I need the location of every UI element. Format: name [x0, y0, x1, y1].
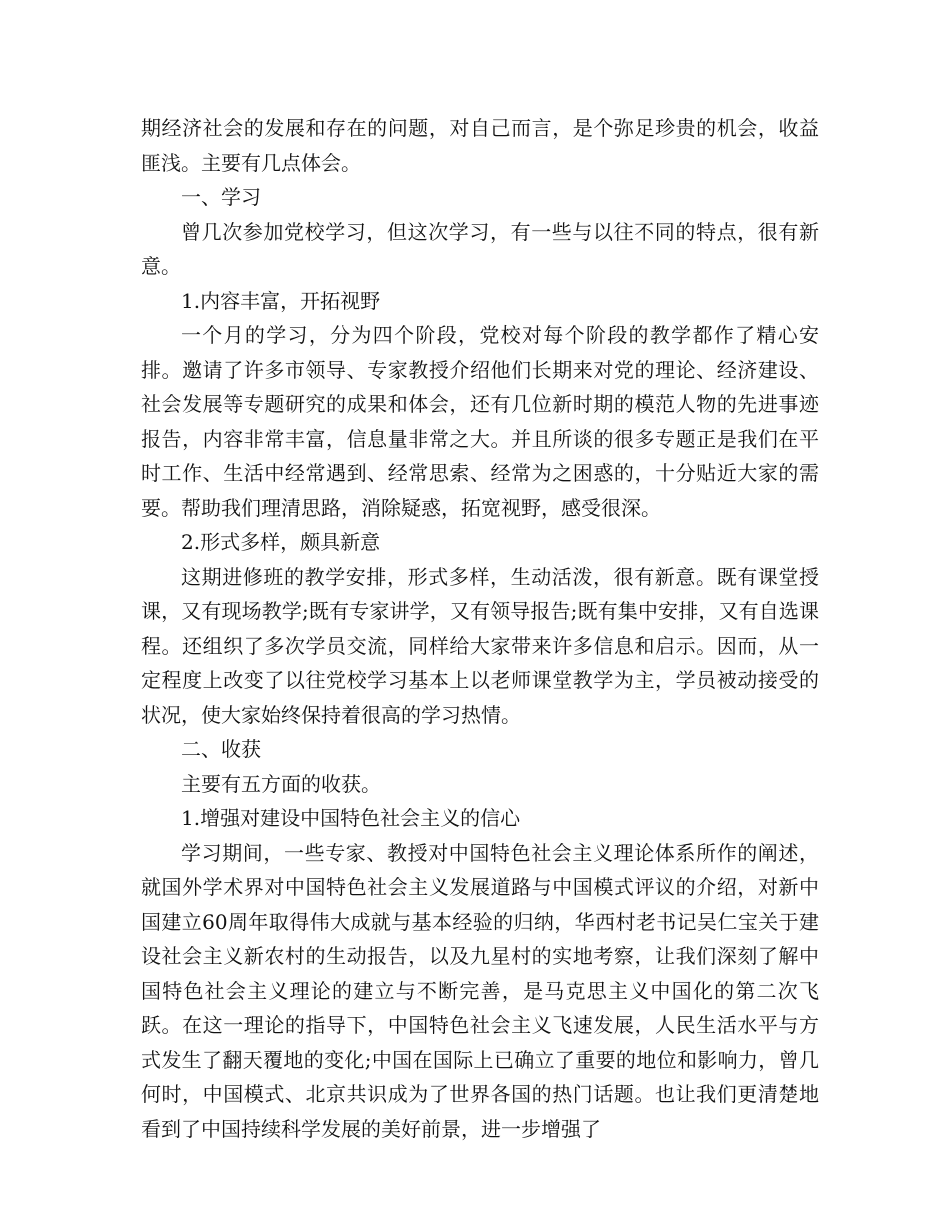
document-body [141, 111, 819, 1146]
paragraph-rich-content: 一个月的学习，分为四个阶段，党校对每个阶段的教学都作了精心安排。邀请了许多市领导、专家教授介绍他们长期来对党的理论、经济建设、社会发展等专题研究的成果和体会，还有几位新时期的模范人物的先进事迹报告，内容非常丰富，信息量非常之大。并且所谈的很多专题正是我们在平时工作、生活中经常遇到、经常思索、经常为之困惑的，十分贴近大家的需要。帮助我们理清思路，消除疑惑，拓宽视野，感受很深。 [141, 323, 819, 520]
paragraph-confidence: 学习期间，一些专家、教授对中国特色社会主义理论体系所作的阐述，就国外学术界对中国特色社会主义发展道路与中国模式评议的介绍，对新中国建立60周年取得伟大成就与基本经验的归纳，华西村老书记吴仁宝关于建设社会主义新农村的生动报告，以及九星村的实地考察，让我们深刻了解中国特色社会主义理论的建立与不断完善，是马克思主义中国化的第二次飞跃。在这一理论的指导下，中国特色社会主义飞速发展，人民生活水平与方式发生了翻天覆地的变化;中国在国际上已确立了重要的地位和影响力，曾几何时，中国模式、北京共识成为了世界各国的热门话题。也让我们更清楚地看到了中国持续科学发展的美好前景，进一步增强了 [141, 840, 819, 1141]
subheading-diverse-forms: 2.形式多样，颇具新意 [181, 530, 381, 554]
paragraph-diverse-forms: 这期进修班的教学安排，形式多样，生动活泼，很有新意。既有课堂授课，又有现场教学;既有专家讲学，又有领导报告;既有集中安排，又有自选课程。还组织了多次学员交流，同样给大家带来许多信息和启示。因而，从一定程度上改变了以往党校学习基本上以老师课堂教学为主，学员被动接受的状况，使大家始终保持着很高的学习热情。 [141, 564, 819, 727]
subheading-rich-content: 1.内容丰富，开拓视野 [181, 288, 381, 313]
paragraph-study-intro: 曾几次参加党校学习，但这次学习，有一些与以往不同的特点，很有新意。 [141, 219, 819, 278]
subheading-confidence: 1.增强对建设中国特色社会主义的信心 [181, 806, 521, 830]
section-heading-study: 一、学习 [181, 185, 261, 209]
paragraph-intro-continuation: 期经济社会的发展和存在的问题，对自己而言，是个弥足珍贵的机会，收益匪浅。主要有几点体会。 [141, 116, 819, 175]
paragraph-gains-intro: 主要有五方面的收获。 [181, 771, 381, 796]
section-heading-gains: 二、收获 [181, 737, 261, 761]
